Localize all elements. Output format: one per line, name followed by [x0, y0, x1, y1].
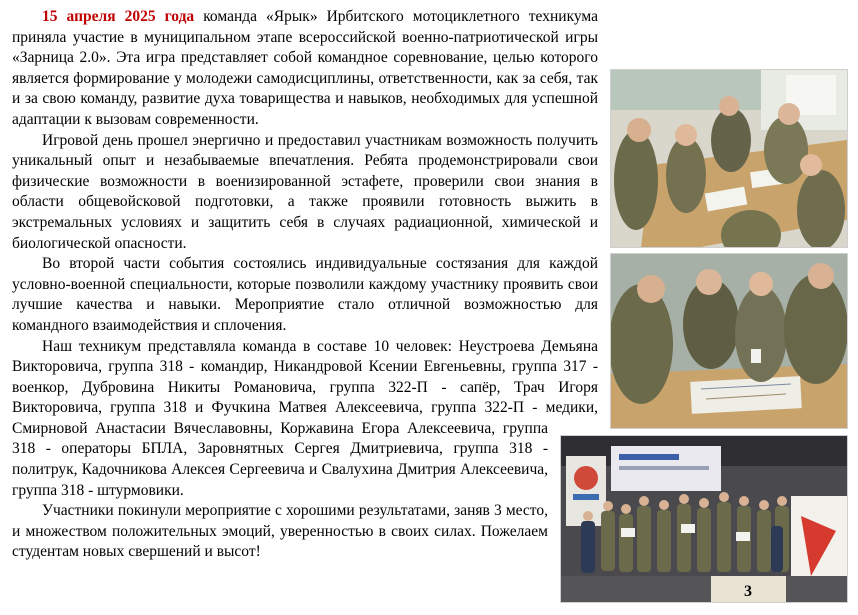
paragraph-game-day: Игровой день прошел энергично и предоставил участникам возможность получить уникальный опыт и незабываемые впечатления. Ребята продемонстрировали свои физические возможности в военизированной эстафете, проверили свои знания в области общевойсковой подготовки, а также проявили готовность выжить в экстремальных условиях и защитить себя в случаях радиационной, химической и биологической опасности. [12, 131, 598, 252]
team-podium-image [561, 436, 847, 602]
paragraph-intro-text: команда «Ярык» Ирбитского мотоциклетного техникума приняла участие в муниципальном этапе всероссийской военно-патриотической игры «Зарница 2.0». Эта игра представляет собой командное соревнование, целью которого является формирование у молодежи самодисциплины, ответственности, как за себя, так и за свою команду, развитие духа товарищества и навыков, необходимых для успешной адаптации к вызовам современности. [12, 8, 599, 128]
photo-map-task [610, 253, 848, 429]
classroom-quiz-image [611, 70, 847, 247]
photo-classroom-quiz [610, 69, 848, 248]
article-body [12, 7, 848, 603]
podium-number: 3 [744, 583, 752, 600]
paragraph-results: Участники покинули мероприятие с хорошими результатами, заняв 3 место, и множеством положительных эмоций, уверенностью в своих силах. Пожелаем студентам новых свершений и высот! [12, 502, 548, 561]
article-date: 15 апреля 2025 года [42, 8, 195, 25]
map-task-image [611, 254, 847, 428]
paragraph-individual-contests: Во второй части события состоялись индивидуальные состязания для каждой условно-военной специальности, которые позволили каждому участнику проявить свои лучшие качества и навыки. Мероприятие стало отличной возможностью для командного взаимодействия и сплочения. [12, 255, 598, 334]
photo-team-podium [560, 435, 848, 603]
float-spacer [610, 7, 848, 69]
paragraph-team-members: Наш техникум представляла команда в составе 10 человек: Неустроева Демьяна Викторовича, группа 318 - командир, Никандровой Ксении Евгеньевны, группа 317 - военкор, Дубровина Никиты Романовича, группа 322-П - сапёр, Трач Игоря Викторовича, группа 318 и Фучкина Матвея Алексеевича, группа 322-П - медики, Смирновой Анастасии Вячеславовны, Коржавина Егора Алексеевича, группа 318 - операторы БПЛА, Заровнятных Сергея Дмитриевича, группа 318 - политрук, Кадочникова Алексея Сергеевича и Свалухина Дмитрия Алексеевича, группа 318 - штурмовики. [12, 337, 598, 499]
